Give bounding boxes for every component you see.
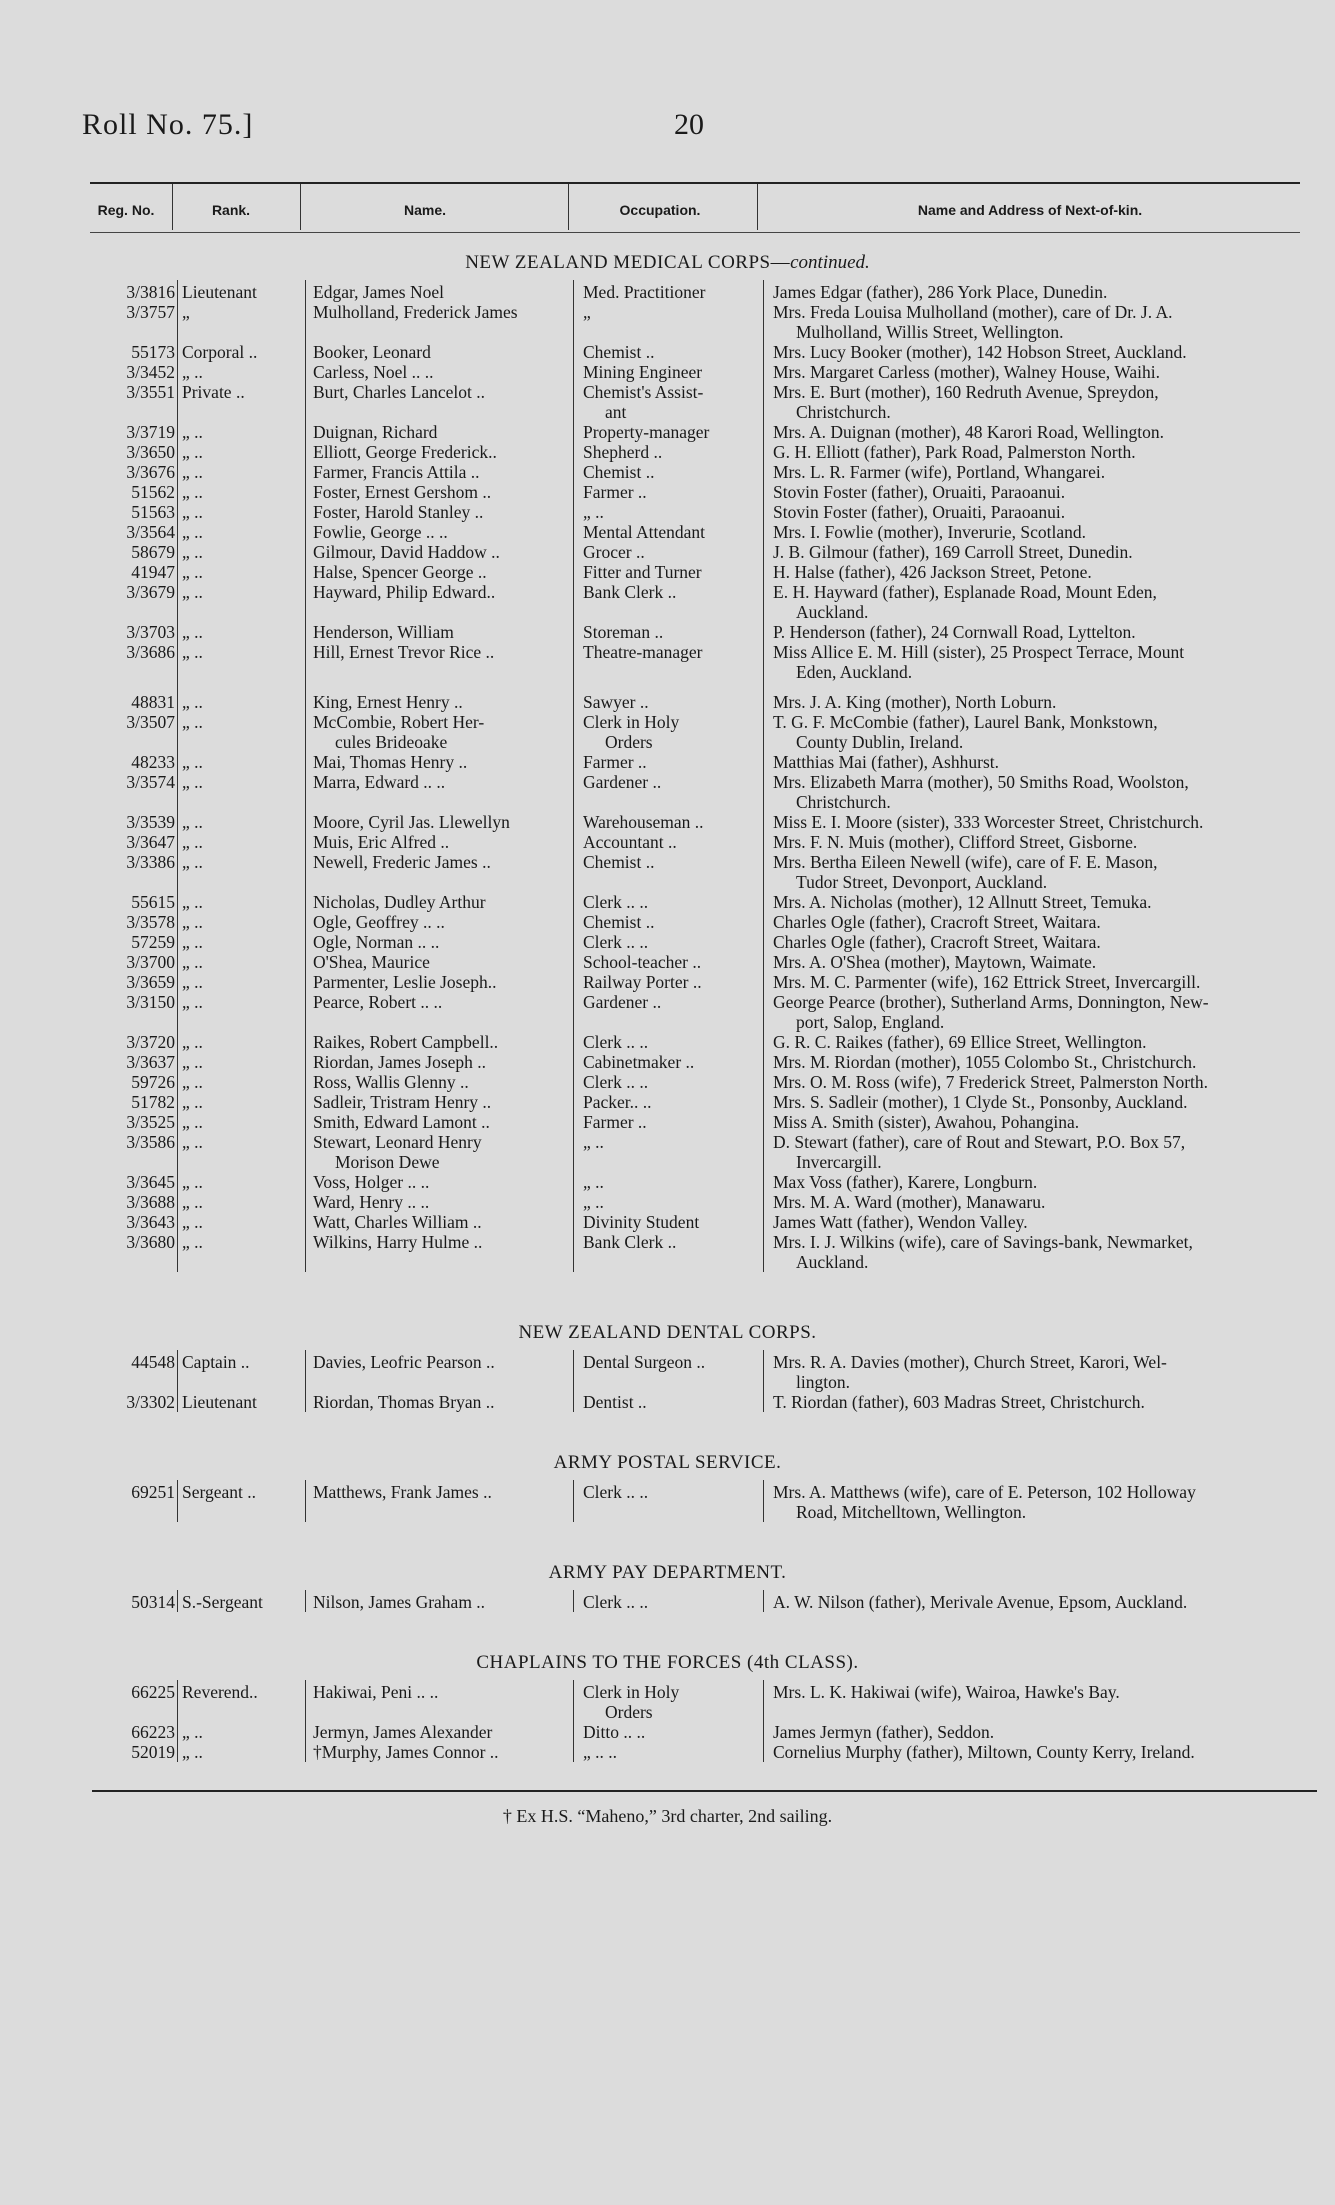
column-rule — [573, 1480, 574, 1522]
rank-cell: „ .. — [182, 932, 203, 952]
name-cell: Newell, Frederic James .. — [313, 852, 491, 872]
next-of-kin-cell: Mrs. M. Riordan (mother), 1055 Colombo St., Christchurch. — [773, 1052, 1197, 1072]
occupation-cell: Dentist .. — [583, 1392, 647, 1412]
reg-no-cell: 3/3659 — [126, 972, 175, 992]
section-title-text: NEW ZEALAND MEDICAL CORPS— — [465, 252, 791, 273]
reg-no-cell: 48233 — [131, 752, 175, 772]
column-rule — [305, 1590, 306, 1612]
column-rule — [763, 1590, 764, 1612]
name-cell: Fowlie, George .. .. — [313, 522, 448, 542]
name-cell: Wilkins, Harry Hulme .. — [313, 1232, 483, 1252]
next-of-kin-cell: Mrs. S. Sadleir (mother), 1 Clyde St., Ponsonby, Auckland. — [773, 1092, 1188, 1112]
column-rule — [573, 1680, 574, 1762]
col-reg-no: Reg. No. — [97, 202, 155, 218]
next-of-kin-cell: Matthias Mai (father), Ashhurst. — [773, 752, 999, 772]
next-of-kin-cell: Stovin Foster (father), Oruaiti, Paraoanui. — [773, 482, 1066, 502]
column-rule — [573, 280, 574, 1272]
next-of-kin-cell: G. H. Elliott (father), Park Road, Palmerston North. — [773, 442, 1136, 462]
occupation-cell: Clerk .. .. — [583, 1032, 649, 1052]
reg-no-cell: 3/3578 — [126, 912, 175, 932]
name-cell: Muis, Eric Alfred .. — [313, 832, 450, 852]
name-cell: Duignan, Richard — [313, 422, 438, 442]
name-cell: Mulholland, Frederick James — [313, 302, 518, 322]
rank-cell: „ .. — [182, 522, 203, 542]
name-cell: Mai, Thomas Henry .. — [313, 752, 468, 772]
column-rule — [177, 1350, 178, 1412]
rank-cell: „ .. — [182, 642, 203, 662]
bottom-rule — [92, 1790, 1317, 1792]
name-cell: McCombie, Robert Her- cules Brideoake — [313, 712, 485, 752]
next-of-kin-cell: Charles Ogle (father), Cracroft Street, Waitara. — [773, 912, 1101, 932]
next-of-kin-cell: Cornelius Murphy (father), Miltown, County Kerry, Ireland. — [773, 1742, 1195, 1762]
next-of-kin-cell: G. R. C. Raikes (father), 69 Ellice Street, Wellington. — [773, 1032, 1147, 1052]
rank-cell: „ .. — [182, 752, 203, 772]
section-title — [0, 1562, 1335, 1584]
occupation-cell: Farmer .. — [583, 1112, 647, 1132]
reg-no-cell: 51782 — [131, 1092, 175, 1112]
next-of-kin-cell: Mrs. J. A. King (mother), North Loburn. — [773, 692, 1057, 712]
next-of-kin-cell: James Edgar (father), 286 York Place, Dunedin. — [773, 282, 1108, 302]
name-cell: Elliott, George Frederick.. — [313, 442, 497, 462]
occupation-cell: Farmer .. — [583, 482, 647, 502]
occupation-cell: Storeman .. — [583, 622, 664, 642]
reg-no-cell: 3/3700 — [126, 952, 175, 972]
reg-no-cell: 3/3676 — [126, 462, 175, 482]
next-of-kin-cell: T. G. F. McCombie (father), Laurel Bank, Monkstown, County Dublin, Ireland. — [773, 712, 1158, 752]
rank-cell: Sergeant .. — [182, 1482, 257, 1502]
column-rule — [305, 1350, 306, 1412]
rank-cell: „ .. — [182, 1112, 203, 1132]
name-cell: Foster, Ernest Gershom .. — [313, 482, 492, 502]
occupation-cell: „ .. .. — [583, 1742, 618, 1762]
name-cell: Nilson, James Graham .. — [313, 1592, 486, 1612]
rank-cell: „ .. — [182, 1192, 203, 1212]
reg-no-cell: 3/3586 — [126, 1132, 175, 1152]
name-cell: Riordan, James Joseph .. — [313, 1052, 487, 1072]
section-title — [0, 1652, 1335, 1674]
rank-cell: „ .. — [182, 582, 203, 602]
name-cell: Voss, Holger .. .. — [313, 1172, 430, 1192]
rank-cell: Captain .. — [182, 1352, 250, 1372]
section-title-text: CHAPLAINS TO THE FORCES (4th CLASS). — [476, 1652, 859, 1673]
next-of-kin-cell: D. Stewart (father), care of Rout and Stewart, P.O. Box 57, Invercargill. — [773, 1132, 1186, 1172]
occupation-cell: Farmer .. — [583, 752, 647, 772]
next-of-kin-cell: Mrs. E. Burt (mother), 160 Redruth Avenue, Spreydon, Christchurch. — [773, 382, 1159, 422]
name-cell: Edgar, James Noel — [313, 282, 444, 302]
reg-no-cell: 3/3719 — [126, 422, 175, 442]
section-title-suffix: continued. — [790, 252, 870, 273]
column-rule — [573, 1350, 574, 1412]
next-of-kin-cell: Miss A. Smith (sister), Awahou, Pohangina. — [773, 1112, 1080, 1132]
next-of-kin-cell: Mrs. M. A. Ward (mother), Manawaru. — [773, 1192, 1046, 1212]
column-rule — [305, 1480, 306, 1522]
occupation-cell: School-teacher .. — [583, 952, 702, 972]
next-of-kin-cell: Mrs. L. K. Hakiwai (wife), Wairoa, Hawke's Bay. — [773, 1682, 1120, 1702]
next-of-kin-cell: Max Voss (father), Karere, Longburn. — [773, 1172, 1038, 1192]
header-column-rule — [757, 184, 758, 230]
rank-cell: „ .. — [182, 1052, 203, 1072]
next-of-kin-cell: Mrs. Margaret Carless (mother), Walney House, Waihi. — [773, 362, 1160, 382]
next-of-kin-cell: Mrs. O. M. Ross (wife), 7 Frederick Street, Palmerston North. — [773, 1072, 1209, 1092]
name-cell: Davies, Leofric Pearson .. — [313, 1352, 495, 1372]
occupation-cell: Chemist's Assist- ant — [583, 382, 704, 422]
rank-cell: „ .. — [182, 972, 203, 992]
occupation-cell: Clerk .. .. — [583, 932, 649, 952]
name-cell: Ward, Henry .. .. — [313, 1192, 430, 1212]
rank-cell: „ .. — [182, 892, 203, 912]
occupation-cell: Divinity Student — [583, 1212, 700, 1232]
rank-cell: „ .. — [182, 1092, 203, 1112]
section-title — [0, 1452, 1335, 1474]
rank-cell: „ .. — [182, 1072, 203, 1092]
col-next-of-kin: Name and Address of Next-of-kin. — [917, 202, 1143, 218]
rank-cell: „ .. — [182, 832, 203, 852]
col-occupation: Occupation. — [619, 202, 701, 218]
next-of-kin-cell: Mrs. I. J. Wilkins (wife), care of Savings-bank, Newmarket, Auckland. — [773, 1232, 1193, 1272]
reg-no-cell: 3/3150 — [126, 992, 175, 1012]
reg-no-cell: 3/3386 — [126, 852, 175, 872]
rank-cell: „ .. — [182, 1232, 203, 1252]
reg-no-cell: 3/3688 — [126, 1192, 175, 1212]
occupation-cell: Theatre-manager — [583, 642, 703, 662]
column-rule — [763, 280, 764, 1272]
reg-no-cell: 55173 — [131, 342, 175, 362]
column-rule — [763, 1480, 764, 1522]
reg-no-cell: 3/3645 — [126, 1172, 175, 1192]
header-column-rule — [568, 184, 569, 230]
rank-cell: „ .. — [182, 912, 203, 932]
occupation-cell: Clerk .. .. — [583, 1592, 649, 1612]
occupation-cell: Dental Surgeon .. — [583, 1352, 706, 1372]
next-of-kin-cell: Mrs. Elizabeth Marra (mother), 50 Smiths Road, Woolston, Christchurch. — [773, 772, 1189, 812]
rank-cell: „ .. — [182, 692, 203, 712]
col-rank: Rank. — [211, 202, 251, 218]
rank-cell: Corporal .. — [182, 342, 258, 362]
name-cell: Henderson, William — [313, 622, 454, 642]
occupation-cell: Clerk .. .. — [583, 1072, 649, 1092]
reg-no-cell: 3/3679 — [126, 582, 175, 602]
rank-cell: „ .. — [182, 1212, 203, 1232]
col-name: Name. — [403, 202, 447, 218]
next-of-kin-cell: Mrs. I. Fowlie (mother), Inverurie, Scotland. — [773, 522, 1086, 542]
reg-no-cell: 3/3816 — [126, 282, 175, 302]
reg-no-cell: 41947 — [131, 562, 175, 582]
name-cell: Pearce, Robert .. .. — [313, 992, 443, 1012]
occupation-cell: „ — [583, 302, 591, 322]
occupation-cell: Clerk .. .. — [583, 1482, 649, 1502]
occupation-cell: Mining Engineer — [583, 362, 703, 382]
next-of-kin-cell: T. Riordan (father), 603 Madras Street, Christchurch. — [773, 1392, 1145, 1412]
column-rule — [573, 1590, 574, 1612]
next-of-kin-cell: Mrs. L. R. Farmer (wife), Portland, Whangarei. — [773, 462, 1106, 482]
column-header — [90, 182, 1300, 233]
occupation-cell: Property-manager — [583, 422, 710, 442]
rank-cell: „ .. — [182, 462, 203, 482]
next-of-kin-cell: Mrs. Freda Louisa Mulholland (mother), care of Dr. J. A. Mulholland, Willis Street, Wellington. — [773, 302, 1173, 342]
occupation-cell: Chemist .. — [583, 462, 655, 482]
rank-cell: „ .. — [182, 442, 203, 462]
rank-cell: Lieutenant — [182, 282, 257, 302]
page-header — [82, 108, 1302, 148]
next-of-kin-cell: E. H. Hayward (father), Esplanade Road, Mount Eden, Auckland. — [773, 582, 1157, 622]
section-title-text: NEW ZEALAND DENTAL CORPS. — [518, 1322, 817, 1343]
reg-no-cell: 3/3637 — [126, 1052, 175, 1072]
reg-no-cell: 3/3647 — [126, 832, 175, 852]
next-of-kin-cell: Miss E. I. Moore (sister), 333 Worcester Street, Christchurch. — [773, 812, 1204, 832]
name-cell: Raikes, Robert Campbell.. — [313, 1032, 499, 1052]
rank-cell: „ .. — [182, 1742, 203, 1762]
rank-cell: „ .. — [182, 542, 203, 562]
rank-cell: „ .. — [182, 1132, 203, 1152]
name-cell: Hill, Ernest Trevor Rice .. — [313, 642, 495, 662]
next-of-kin-cell: Mrs. F. N. Muis (mother), Clifford Street, Gisborne. — [773, 832, 1138, 852]
name-cell: Jermyn, James Alexander — [313, 1722, 493, 1742]
column-rule — [177, 280, 178, 1272]
name-cell: Riordan, Thomas Bryan .. — [313, 1392, 495, 1412]
reg-no-cell: 3/3539 — [126, 812, 175, 832]
reg-no-cell: 55615 — [131, 892, 175, 912]
next-of-kin-cell: James Watt (father), Wendon Valley. — [773, 1212, 1028, 1232]
reg-no-cell: 69251 — [131, 1482, 175, 1502]
name-cell: Hayward, Philip Edward.. — [313, 582, 496, 602]
next-of-kin-cell: James Jermyn (father), Seddon. — [773, 1722, 995, 1742]
reg-no-cell: 3/3643 — [126, 1212, 175, 1232]
rank-cell: „ .. — [182, 622, 203, 642]
rank-cell: „ .. — [182, 1172, 203, 1192]
rank-cell: Private .. — [182, 382, 245, 402]
name-cell: Ross, Wallis Glenny .. — [313, 1072, 469, 1092]
name-cell: Burt, Charles Lancelot .. — [313, 382, 486, 402]
next-of-kin-cell: Charles Ogle (father), Cracroft Street, Waitara. — [773, 932, 1101, 952]
occupation-cell: Clerk in Holy Orders — [583, 712, 680, 752]
reg-no-cell: 3/3564 — [126, 522, 175, 542]
name-cell: Nicholas, Dudley Arthur — [313, 892, 486, 912]
occupation-cell: Accountant .. — [583, 832, 677, 852]
reg-no-cell: 51562 — [131, 482, 175, 502]
reg-no-cell: 3/3757 — [126, 302, 175, 322]
reg-no-cell: 3/3686 — [126, 642, 175, 662]
occupation-cell: Mental Attendant — [583, 522, 705, 542]
next-of-kin-cell: Mrs. A. Matthews (wife), care of E. Peterson, 102 Holloway Road, Mitchelltown, Wellington. — [773, 1482, 1196, 1522]
reg-no-cell: 52019 — [131, 1742, 175, 1762]
rank-cell: „ .. — [182, 812, 203, 832]
next-of-kin-cell: Mrs. Lucy Booker (mother), 142 Hobson Street, Auckland. — [773, 342, 1187, 362]
reg-no-cell: 66225 — [131, 1682, 175, 1702]
rank-cell: „ .. — [182, 952, 203, 972]
next-of-kin-cell: J. B. Gilmour (father), 169 Carroll Street, Dunedin. — [773, 542, 1133, 562]
reg-no-cell: 58679 — [131, 542, 175, 562]
name-cell: King, Ernest Henry .. — [313, 692, 463, 712]
rank-cell: „ — [182, 302, 190, 322]
reg-no-cell: 3/3525 — [126, 1112, 175, 1132]
column-rule — [305, 1680, 306, 1762]
rank-cell: „ .. — [182, 712, 203, 732]
occupation-cell: Shepherd .. — [583, 442, 663, 462]
name-cell: Foster, Harold Stanley .. — [313, 502, 484, 522]
occupation-cell: Sawyer .. — [583, 692, 649, 712]
reg-no-cell: 59726 — [131, 1072, 175, 1092]
name-cell: Parmenter, Leslie Joseph.. — [313, 972, 497, 992]
next-of-kin-cell: Mrs. R. A. Davies (mother), Church Street, Karori, Wel- lington. — [773, 1352, 1167, 1392]
name-cell: Smith, Edward Lamont .. — [313, 1112, 490, 1132]
reg-no-cell: 66223 — [131, 1722, 175, 1742]
name-cell: Sadleir, Tristram Henry .. — [313, 1092, 492, 1112]
section-title-text: ARMY PAY DEPARTMENT. — [548, 1562, 787, 1583]
occupation-cell: Chemist .. — [583, 912, 655, 932]
column-rule — [305, 280, 306, 1272]
column-rule — [177, 1680, 178, 1762]
section-title — [0, 252, 1335, 274]
name-cell: Farmer, Francis Attila .. — [313, 462, 480, 482]
reg-no-cell: 50314 — [131, 1592, 175, 1612]
reg-no-cell: 3/3574 — [126, 772, 175, 792]
header-column-rule — [300, 184, 301, 230]
next-of-kin-cell: H. Halse (father), 426 Jackson Street, Petone. — [773, 562, 1092, 582]
next-of-kin-cell: Miss Allice E. M. Hill (sister), 25 Prospect Terrace, Mount Eden, Auckland. — [773, 642, 1185, 682]
reg-no-cell: 3/3650 — [126, 442, 175, 462]
reg-no-cell: 3/3720 — [126, 1032, 175, 1052]
section-title — [0, 1322, 1335, 1344]
rank-cell: „ .. — [182, 1722, 203, 1742]
footnote: † Ex H.S. “Maheno,” 3rd charter, 2nd sailing. — [502, 1806, 833, 1826]
name-cell: Stewart, Leonard Henry Morison Dewe — [313, 1132, 482, 1172]
occupation-cell: Gardener .. — [583, 992, 662, 1012]
name-cell: Watt, Charles William .. — [313, 1212, 482, 1232]
rank-cell: S.-Sergeant — [182, 1592, 263, 1612]
rank-cell: „ .. — [182, 772, 203, 792]
occupation-cell: Railway Porter .. — [583, 972, 702, 992]
rank-cell: „ .. — [182, 502, 203, 522]
name-cell: Matthews, Frank James .. — [313, 1482, 492, 1502]
reg-no-cell: 3/3452 — [126, 362, 175, 382]
reg-no-cell: 44548 — [131, 1352, 175, 1372]
name-cell: Carless, Noel .. .. — [313, 362, 434, 382]
reg-no-cell: 3/3680 — [126, 1232, 175, 1252]
occupation-cell: Ditto .. .. — [583, 1722, 646, 1742]
occupation-cell: „ .. — [583, 1192, 604, 1212]
next-of-kin-cell: Mrs. A. Duignan (mother), 48 Karori Road, Wellington. — [773, 422, 1164, 442]
roll-number: Roll No. 75.] — [82, 108, 254, 141]
column-rule — [177, 1590, 178, 1612]
name-cell: Gilmour, David Haddow .. — [313, 542, 500, 562]
occupation-cell: Bank Clerk .. — [583, 582, 677, 602]
next-of-kin-cell: Mrs. M. C. Parmenter (wife), 162 Ettrick Street, Invercargill. — [773, 972, 1201, 992]
rank-cell: „ .. — [182, 852, 203, 872]
column-rule — [763, 1680, 764, 1762]
next-of-kin-cell: A. W. Nilson (father), Merivale Avenue, Epsom, Auckland. — [773, 1592, 1188, 1612]
section-title-text: ARMY POSTAL SERVICE. — [553, 1452, 782, 1473]
occupation-cell: Clerk .. .. — [583, 892, 649, 912]
occupation-cell: „ .. — [583, 502, 604, 522]
next-of-kin-cell: Stovin Foster (father), Oruaiti, Paraoanui. — [773, 502, 1066, 522]
occupation-cell: Grocer .. — [583, 542, 645, 562]
name-cell: Ogle, Norman .. .. — [313, 932, 440, 952]
occupation-cell: Gardener .. — [583, 772, 662, 792]
name-cell: Ogle, Geoffrey .. .. — [313, 912, 445, 932]
next-of-kin-cell: Mrs. A. Nicholas (mother), 12 Allnutt Street, Temuka. — [773, 892, 1152, 912]
rank-cell: Reverend.. — [182, 1682, 258, 1702]
occupation-cell: Fitter and Turner — [583, 562, 702, 582]
rank-cell: „ .. — [182, 362, 203, 382]
occupation-cell: „ .. — [583, 1172, 604, 1192]
occupation-cell: Clerk in Holy Orders — [583, 1682, 680, 1722]
next-of-kin-cell: P. Henderson (father), 24 Cornwall Road, Lyttelton. — [773, 622, 1136, 642]
reg-no-cell: 3/3703 — [126, 622, 175, 642]
next-of-kin-cell: Mrs. Bertha Eileen Newell (wife), care of F. E. Mason, Tudor Street, Devonport, Auckland. — [773, 852, 1158, 892]
next-of-kin-cell: George Pearce (brother), Sutherland Arms, Donnington, New- port, Salop, England. — [773, 992, 1209, 1032]
occupation-cell: „ .. — [583, 1132, 604, 1152]
name-cell: Marra, Edward .. .. — [313, 772, 446, 792]
occupation-cell: Warehouseman .. — [583, 812, 704, 832]
occupation-cell: Chemist .. — [583, 852, 655, 872]
reg-no-cell: 51563 — [131, 502, 175, 522]
name-cell: Moore, Cyril Jas. Llewellyn — [313, 812, 510, 832]
reg-no-cell: 3/3302 — [126, 1392, 175, 1412]
occupation-cell: Chemist .. — [583, 342, 655, 362]
rank-cell: Lieutenant — [182, 1392, 257, 1412]
rank-cell: „ .. — [182, 992, 203, 1012]
header-column-rule — [172, 184, 173, 230]
name-cell: Halse, Spencer George .. — [313, 562, 487, 582]
occupation-cell: Med. Practitioner — [583, 282, 706, 302]
page-number: 20 — [674, 108, 704, 141]
occupation-cell: Packer.. .. — [583, 1092, 652, 1112]
rank-cell: „ .. — [182, 1032, 203, 1052]
reg-no-cell: 3/3507 — [126, 712, 175, 732]
rank-cell: „ .. — [182, 482, 203, 502]
occupation-cell: Cabinetmaker .. — [583, 1052, 695, 1072]
name-cell: O'Shea, Maurice — [313, 952, 430, 972]
reg-no-cell: 3/3551 — [126, 382, 175, 402]
name-cell: Booker, Leonard — [313, 342, 431, 362]
rank-cell: „ .. — [182, 562, 203, 582]
reg-no-cell: 48831 — [131, 692, 175, 712]
reg-no-cell: 57259 — [131, 932, 175, 952]
name-cell: Hakiwai, Peni .. .. — [313, 1682, 439, 1702]
occupation-cell: Bank Clerk .. — [583, 1232, 677, 1252]
column-rule — [177, 1480, 178, 1522]
rank-cell: „ .. — [182, 422, 203, 442]
name-cell: †Murphy, James Connor .. — [313, 1742, 499, 1762]
next-of-kin-cell: Mrs. A. O'Shea (mother), Maytown, Waimate. — [773, 952, 1097, 972]
column-rule — [763, 1350, 764, 1412]
